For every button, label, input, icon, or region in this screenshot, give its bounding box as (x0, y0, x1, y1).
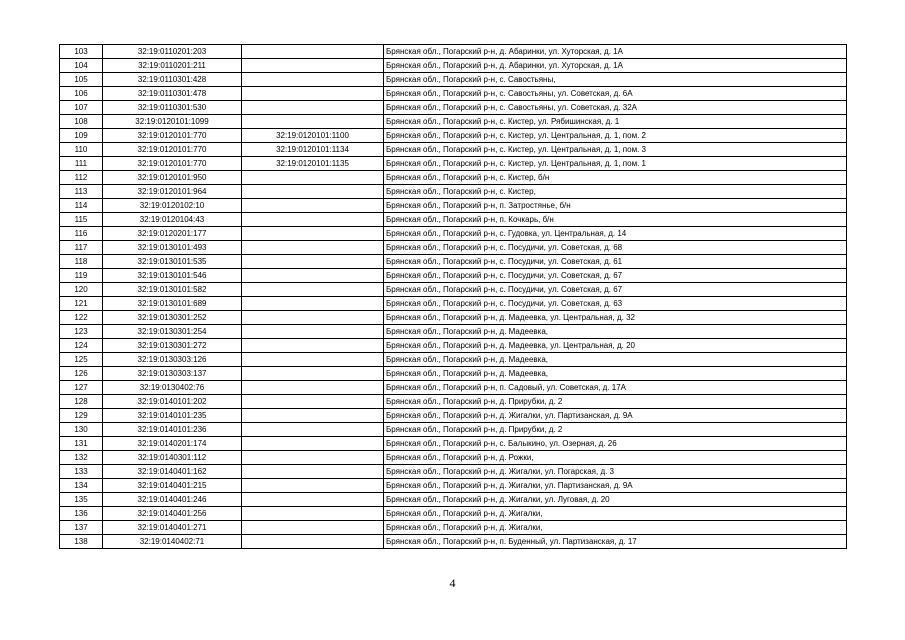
cadastral-number-cell: 32:19:0110301:428 (103, 73, 242, 87)
table-row (60, 45, 847, 59)
sub-object-number-cell (242, 241, 384, 255)
cadastral-number-cell: 32:19:0130301:272 (103, 339, 242, 353)
address-cell: Брянская обл., Погарский р-н, п. Буденный, ул. Партизанская, д. 17 (384, 535, 847, 549)
address-cell: Брянская обл., Погарский р-н, с. Гудовка, ул. Центральная, д. 14 (384, 227, 847, 241)
sub-object-number-cell: 32:19:0120101:1134 (242, 143, 384, 157)
row-number-cell: 125 (60, 353, 103, 367)
table-row (60, 521, 847, 535)
table-row (60, 227, 847, 241)
sub-object-number-cell (242, 59, 384, 73)
table-row (60, 185, 847, 199)
address-cell: Брянская обл., Погарский р-н, д. Жигалки, ул. Луговая, д. 20 (384, 493, 847, 507)
sub-object-number-cell (242, 185, 384, 199)
cadastral-number-cell: 32:19:0130101:546 (103, 269, 242, 283)
sub-object-number-cell (242, 367, 384, 381)
cadastral-number-cell: 32:19:0120101:964 (103, 185, 242, 199)
sub-object-number-cell (242, 395, 384, 409)
row-number-cell: 137 (60, 521, 103, 535)
sub-object-number-cell (242, 535, 384, 549)
table-row (60, 213, 847, 227)
table-row (60, 115, 847, 129)
table-row (60, 269, 847, 283)
address-cell: Брянская обл., Погарский р-н, д. Мадеевка, ул. Центральная, д. 20 (384, 339, 847, 353)
table-row (60, 367, 847, 381)
row-number-cell: 106 (60, 87, 103, 101)
sub-object-number-cell (242, 87, 384, 101)
address-cell: Брянская обл., Погарский р-н, д. Рожки, (384, 451, 847, 465)
cadastral-number-cell: 32:19:0120201:177 (103, 227, 242, 241)
sub-object-number-cell (242, 45, 384, 59)
address-cell: Брянская обл., Погарский р-н, д. Жигалки, ул. Партизанская, д. 9А (384, 409, 847, 423)
table-row (60, 437, 847, 451)
registry-table-body (60, 45, 847, 549)
cadastral-number-cell: 32:19:0130402:76 (103, 381, 242, 395)
address-cell: Брянская обл., Погарский р-н, с. Савостьяны, (384, 73, 847, 87)
cadastral-number-cell: 32:19:0130101:493 (103, 241, 242, 255)
row-number-cell: 130 (60, 423, 103, 437)
cadastral-number-cell: 32:19:0120101:770 (103, 129, 242, 143)
sub-object-number-cell (242, 101, 384, 115)
table-row (60, 339, 847, 353)
cadastral-number-cell: 32:19:0140401:271 (103, 521, 242, 535)
sub-object-number-cell (242, 423, 384, 437)
sub-object-number-cell (242, 297, 384, 311)
table-row (60, 465, 847, 479)
table-row (60, 129, 847, 143)
row-number-cell: 127 (60, 381, 103, 395)
cadastral-number-cell: 32:19:0130303:137 (103, 367, 242, 381)
sub-object-number-cell (242, 283, 384, 297)
cadastral-number-cell: 32:19:0120104:43 (103, 213, 242, 227)
row-number-cell: 120 (60, 283, 103, 297)
cadastral-number-cell: 32:19:0140101:236 (103, 423, 242, 437)
cadastral-number-cell: 32:19:0120101:770 (103, 157, 242, 171)
row-number-cell: 113 (60, 185, 103, 199)
cadastral-number-cell: 32:19:0130301:254 (103, 325, 242, 339)
sub-object-number-cell (242, 507, 384, 521)
row-number-cell: 128 (60, 395, 103, 409)
address-cell: Брянская обл., Погарский р-н, с. Посудичи, ул. Советская, д. 61 (384, 255, 847, 269)
cadastral-number-cell: 32:19:0140301:112 (103, 451, 242, 465)
sub-object-number-cell (242, 171, 384, 185)
address-cell: Брянская обл., Погарский р-н, с. Кистер, ул. Центральная, д. 1, пом. 2 (384, 129, 847, 143)
row-number-cell: 132 (60, 451, 103, 465)
address-cell: Брянская обл., Погарский р-н, д. Мадеевка, (384, 325, 847, 339)
row-number-cell: 136 (60, 507, 103, 521)
sub-object-number-cell (242, 213, 384, 227)
table-row (60, 157, 847, 171)
row-number-cell: 133 (60, 465, 103, 479)
row-number-cell: 126 (60, 367, 103, 381)
sub-object-number-cell (242, 199, 384, 213)
table-row (60, 423, 847, 437)
table-row (60, 241, 847, 255)
address-cell: Брянская обл., Погарский р-н, д. Мадеевка, ул. Центральная, д. 32 (384, 311, 847, 325)
table-row (60, 59, 847, 73)
table-row (60, 143, 847, 157)
sub-object-number-cell (242, 409, 384, 423)
address-cell: Брянская обл., Погарский р-н, п. Затростянье, б/н (384, 199, 847, 213)
address-cell: Брянская обл., Погарский р-н, с. Кистер, ул. Рябишинская, д. 1 (384, 115, 847, 129)
sub-object-number-cell (242, 493, 384, 507)
table-row (60, 199, 847, 213)
sub-object-number-cell (242, 311, 384, 325)
sub-object-number-cell (242, 437, 384, 451)
address-cell: Брянская обл., Погарский р-н, с. Кистер, ул. Центральная, д. 1, пом. 3 (384, 143, 847, 157)
address-cell: Брянская обл., Погарский р-н, с. Посудичи, ул. Советская, д. 63 (384, 297, 847, 311)
address-cell: Брянская обл., Погарский р-н, с. Кистер, ул. Центральная, д. 1, пом. 1 (384, 157, 847, 171)
address-cell: Брянская обл., Погарский р-н, д. Мадеевка, (384, 353, 847, 367)
address-cell: Брянская обл., Погарский р-н, д. Прирубки, д. 2 (384, 423, 847, 437)
cadastral-number-cell: 32:19:0140402:71 (103, 535, 242, 549)
sub-object-number-cell: 32:19:0120101:1135 (242, 157, 384, 171)
address-cell: Брянская обл., Погарский р-н, п. Кочкарь, б/н (384, 213, 847, 227)
sub-object-number-cell (242, 255, 384, 269)
table-row (60, 395, 847, 409)
row-number-cell: 131 (60, 437, 103, 451)
table-row (60, 409, 847, 423)
table-row (60, 479, 847, 493)
table-row (60, 493, 847, 507)
address-cell: Брянская обл., Погарский р-н, д. Жигалки, (384, 507, 847, 521)
row-number-cell: 114 (60, 199, 103, 213)
sub-object-number-cell (242, 325, 384, 339)
cadastral-number-cell: 32:19:0120101:950 (103, 171, 242, 185)
address-cell: Брянская обл., Погарский р-н, с. Посудичи, ул. Советская, д. 67 (384, 283, 847, 297)
cadastral-number-cell: 32:19:0130101:535 (103, 255, 242, 269)
table-row (60, 535, 847, 549)
address-cell: Брянская обл., Погарский р-н, с. Кистер, (384, 185, 847, 199)
row-number-cell: 121 (60, 297, 103, 311)
address-cell: Брянская обл., Погарский р-н, п. Садовый, ул. Советская, д. 17А (384, 381, 847, 395)
cadastral-number-cell: 32:19:0120102:10 (103, 199, 242, 213)
sub-object-number-cell (242, 227, 384, 241)
cadastral-number-cell: 32:19:0140401:246 (103, 493, 242, 507)
table-row (60, 353, 847, 367)
table-row (60, 73, 847, 87)
cadastral-number-cell: 32:19:0110301:478 (103, 87, 242, 101)
cadastral-number-cell: 32:19:0140101:235 (103, 409, 242, 423)
address-cell: Брянская обл., Погарский р-н, д. Жигалки, ул. Партизанская, д. 9А (384, 479, 847, 493)
row-number-cell: 122 (60, 311, 103, 325)
sub-object-number-cell (242, 115, 384, 129)
address-cell: Брянская обл., Погарский р-н, с. Балыкино, ул. Озерная, д. 26 (384, 437, 847, 451)
row-number-cell: 124 (60, 339, 103, 353)
sub-object-number-cell: 32:19:0120101:1100 (242, 129, 384, 143)
table-row (60, 171, 847, 185)
sub-object-number-cell (242, 73, 384, 87)
sub-object-number-cell (242, 451, 384, 465)
cadastral-number-cell: 32:19:0130101:582 (103, 283, 242, 297)
row-number-cell: 129 (60, 409, 103, 423)
row-number-cell: 117 (60, 241, 103, 255)
row-number-cell: 115 (60, 213, 103, 227)
address-cell: Брянская обл., Погарский р-н, д. Абаринки, ул. Хуторская, д. 1А (384, 45, 847, 59)
row-number-cell: 107 (60, 101, 103, 115)
address-cell: Брянская обл., Погарский р-н, д. Мадеевка, (384, 367, 847, 381)
table-row (60, 451, 847, 465)
table-row (60, 87, 847, 101)
cadastral-number-cell: 32:19:0140401:215 (103, 479, 242, 493)
row-number-cell: 134 (60, 479, 103, 493)
table-row (60, 101, 847, 115)
row-number-cell: 118 (60, 255, 103, 269)
row-number-cell: 116 (60, 227, 103, 241)
sub-object-number-cell (242, 353, 384, 367)
cadastral-number-cell: 32:19:0140401:256 (103, 507, 242, 521)
row-number-cell: 135 (60, 493, 103, 507)
cadastral-number-cell: 32:19:0140201:174 (103, 437, 242, 451)
cadastral-number-cell: 32:19:0110201:203 (103, 45, 242, 59)
address-cell: Брянская обл., Погарский р-н, д. Прирубки, д. 2 (384, 395, 847, 409)
cadastral-number-cell: 32:19:0140401:162 (103, 465, 242, 479)
cadastral-number-cell: 32:19:0140101:202 (103, 395, 242, 409)
row-number-cell: 110 (60, 143, 103, 157)
address-cell: Брянская обл., Погарский р-н, д. Жигалки, (384, 521, 847, 535)
registry-table (59, 44, 847, 549)
cadastral-number-cell: 32:19:0130303:126 (103, 353, 242, 367)
row-number-cell: 111 (60, 157, 103, 171)
table-row (60, 255, 847, 269)
row-number-cell: 138 (60, 535, 103, 549)
address-cell: Брянская обл., Погарский р-н, с. Савостьяны, ул. Советская, д. 32А (384, 101, 847, 115)
cadastral-number-cell: 32:19:0110201:211 (103, 59, 242, 73)
table-row (60, 297, 847, 311)
sub-object-number-cell (242, 479, 384, 493)
cadastral-number-cell: 32:19:0130301:252 (103, 311, 242, 325)
row-number-cell: 108 (60, 115, 103, 129)
cadastral-number-cell: 32:19:0130101:689 (103, 297, 242, 311)
cadastral-number-cell: 32:19:0120101:770 (103, 143, 242, 157)
sub-object-number-cell (242, 465, 384, 479)
table-row (60, 325, 847, 339)
address-cell: Брянская обл., Погарский р-н, с. Савостьяны, ул. Советская, д. 6А (384, 87, 847, 101)
row-number-cell: 109 (60, 129, 103, 143)
address-cell: Брянская обл., Погарский р-н, с. Кистер, б/н (384, 171, 847, 185)
sub-object-number-cell (242, 339, 384, 353)
row-number-cell: 123 (60, 325, 103, 339)
address-cell: Брянская обл., Погарский р-н, с. Посудичи, ул. Советская, д. 68 (384, 241, 847, 255)
address-cell: Брянская обл., Погарский р-н, д. Абаринки, ул. Хуторская, д. 1А (384, 59, 847, 73)
row-number-cell: 103 (60, 45, 103, 59)
sub-object-number-cell (242, 521, 384, 535)
table-row (60, 283, 847, 297)
row-number-cell: 119 (60, 269, 103, 283)
sub-object-number-cell (242, 381, 384, 395)
row-number-cell: 105 (60, 73, 103, 87)
address-cell: Брянская обл., Погарский р-н, с. Посудичи, ул. Советская, д. 67 (384, 269, 847, 283)
row-number-cell: 112 (60, 171, 103, 185)
sub-object-number-cell (242, 269, 384, 283)
cadastral-number-cell: 32:19:0110301:530 (103, 101, 242, 115)
table-row (60, 381, 847, 395)
cadastral-number-cell: 32:19:0120101:1099 (103, 115, 242, 129)
table-row (60, 507, 847, 521)
row-number-cell: 104 (60, 59, 103, 73)
page-number: 4 (449, 576, 456, 590)
address-cell: Брянская обл., Погарский р-н, д. Жигалки, ул. Погарская, д. 3 (384, 465, 847, 479)
table-row (60, 311, 847, 325)
